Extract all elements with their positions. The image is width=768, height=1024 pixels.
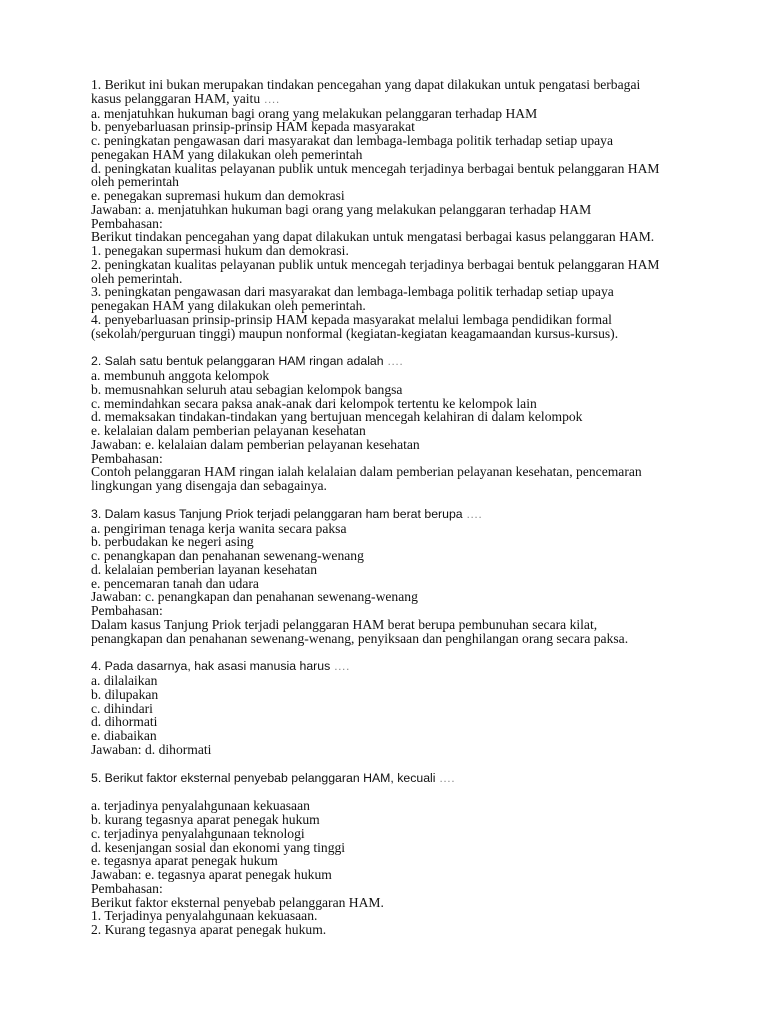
question-5-answer: Jawaban: e. tegasnya aparat penegak hukum (91, 867, 332, 882)
question-3-discussion-line: Dalam kasus Tanjung Priok terjadi pelanggaran HAM berat berupa pembunuhan secara kilat, (91, 616, 598, 632)
question-3-option: e. pencemaran tanah dan udara (91, 575, 259, 591)
question-3-stem (91, 507, 711, 522)
question-3-option: b. perbudakan ke negeri asing (91, 534, 254, 550)
question-2-discussion-label: Pembahasan: (91, 450, 163, 466)
question-4-stem (91, 659, 711, 674)
question-5-discussion-line: Berikut faktor eksternal penyebab pelanggaran HAM. (91, 894, 384, 910)
question-1-stem-line2 (91, 92, 711, 107)
question-3-stem-text: 3. Dalam kasus Tanjung Priok terjadi pelanggaran ham berat berupa (91, 506, 463, 521)
question-3-option: c. penangkapan dan penahanan sewenang-wenang (91, 548, 364, 563)
question-1-stem-line1 (91, 78, 711, 92)
question-5-option: a. terjadinya penyalahgunaan kekuasaan (91, 798, 310, 814)
question-1-discussion-line: Berikut tindakan pencegahan yang dapat dilakukan untuk mengatasi berbagai kasus pelanggaran HAM. (91, 229, 655, 245)
question-1-option: e. penegakan supremasi hukum dan demokrasi (91, 188, 345, 203)
question-4-stem-text: 4. Pada dasarnya, hak asasi manusia harus (91, 659, 331, 674)
spacer (91, 340, 711, 354)
question-1-discussion-line: 2. peningkatan kualitas pelayanan publik untuk mencegah terjadinya berbagai bentuk pelanggaran HAM (91, 256, 660, 272)
question-3-option: a. pengiriman tenaga kerja wanita secara paksa (91, 520, 347, 536)
spacer (91, 757, 711, 771)
question-3-discussion-label: Pembahasan: (91, 603, 163, 618)
question-1-discussion-line: 3. peningkatan pengawasan dari masyarakat dan lembaga-lembaga politik terhadap setiap upaya (91, 284, 614, 300)
question-4-answer: Jawaban: d. dihormati (91, 741, 212, 757)
question-2-option: e. kelalaian dalam pemberian pelayanan kesehatan (91, 423, 366, 438)
question-5-option: b. kurang tegasnya aparat penegak hukum (91, 812, 320, 827)
question-4-option: a. dilalaikan (91, 673, 158, 688)
question-2-option: a. membunuh anggota kelompok (91, 368, 270, 383)
question-2-stem (91, 354, 711, 369)
question-2-stem-text: 2. Salah satu bentuk pelanggaran HAM ringan adalah (91, 354, 384, 369)
question-5-ellipsis: …. (438, 770, 455, 785)
question-5-stem-text: 5. Berikut faktor eksternal penyebab pelanggaran HAM, kecuali (91, 770, 436, 785)
spacer (91, 645, 711, 659)
question-5-option: e. tegasnya aparat penegak hukum (91, 853, 278, 869)
question-5-discussion-label: Pembahasan: (91, 880, 163, 896)
question-3-ellipsis: …. (466, 506, 482, 521)
document-content (91, 78, 711, 937)
question-1-option: b. penyebarluasan prinsip-prinsip HAM kepada masyarakat (91, 119, 415, 135)
question-4-option: e. diabaikan (91, 728, 157, 743)
question-1-discussion-line: oleh pemerintah. (91, 270, 183, 286)
question-1-option: d. peningkatan kualitas pelayanan publik untuk mencegah terjadinya berbagai bentuk pelanggaran HAM (91, 160, 660, 176)
question-5-stem (91, 771, 711, 786)
question-5-option: c. terjadinya penyalahgunaan teknologi (91, 825, 305, 841)
spacer (91, 785, 711, 799)
question-1-ellipsis: …. (263, 91, 280, 106)
question-4-option: c. dihindari (91, 700, 153, 716)
question-1-stem-text: Berikut ini bukan merupakan tindakan pencegahan yang dapat dilakukan untuk pengatasi berbagai (104, 77, 641, 92)
question-5-discussion-line: 1. Terjadinya penyalahgunaan kekuasaan. (91, 908, 318, 924)
question-1-discussion-line: (sekolah/perguruan tinggi) maupun nonformal (kegiatan-kegiatan keagamaandan kursus-kursus). (91, 325, 619, 341)
question-1-option: penegakan HAM yang dilakukan oleh pemerintah (91, 146, 363, 162)
question-1-answer: Jawaban: a. menjatuhkan hukuman bagi orang yang melakukan pelanggaran terhadap HAM (91, 201, 592, 217)
question-3-answer: Jawaban: c. penangkapan dan penahanan sewenang-wenang (91, 589, 418, 605)
question-2-option: d. memaksakan tindakan-tindakan yang bertujuan mencegah kelahiran di dalam kelompok (91, 409, 583, 425)
question-2-option: b. memusnahkan seluruh atau sebagian kelompok bangsa (91, 381, 403, 397)
question-2-answer: Jawaban: e. kelalaian dalam pemberian pelayanan kesehatan (91, 436, 420, 452)
question-3-discussion-line: penangkapan dan penahanan sewenang-wenang, penyiksaan dan penghilangan orang secara paksa. (91, 630, 629, 646)
question-1-option: a. menjatuhkan hukuman bagi orang yang melakukan pelanggaran terhadap HAM (91, 105, 538, 121)
question-2-discussion-line: Contoh pelanggaran HAM ringan ialah kelalaian dalam pemberian pelayanan kesehatan, pencemaran (91, 464, 642, 480)
question-1-discussion-line: penegakan HAM yang dilakukan oleh pemerintah. (91, 298, 366, 313)
question-1-stem-text-cont: kasus pelanggaran HAM, yaitu (91, 90, 261, 106)
question-3-option: d. kelalaian pemberian layanan kesehatan (91, 561, 318, 577)
question-4-ellipsis: …. (333, 659, 350, 674)
question-4-option: d. dihormati (91, 714, 158, 730)
question-5-discussion-line: 2. Kurang tegasnya aparat penegak hukum. (91, 922, 327, 937)
question-5-option: d. kesenjangan sosial dan ekonomi yang tinggi (91, 839, 346, 855)
question-2-discussion-line: lingkungan yang disengaja dan sebagainya. (91, 478, 327, 493)
question-1-number: 1. (91, 77, 102, 92)
question-4-option: b. dilupakan (91, 686, 159, 702)
question-1-discussion-line: 4. penyebarluasan prinsip-prinsip HAM kepada masyarakat melalui lembaga pendidikan formal (91, 311, 612, 327)
question-2-ellipsis: …. (387, 354, 403, 369)
question-1-discussion-line: 1. penegakan supermasi hukum dan demokrasi. (91, 243, 349, 258)
question-1-option: c. peningkatan pengawasan dari masyarakat dan lembaga-lembaga politik terhadap setiap upaya (91, 133, 614, 148)
spacer (91, 493, 711, 507)
question-1-option: oleh pemerintah (91, 174, 179, 190)
question-1-discussion-label: Pembahasan: (91, 215, 163, 231)
question-2-option: c. memindahkan secara paksa anak-anak dari kelompok tertentu ke kelompok lain (91, 395, 537, 411)
